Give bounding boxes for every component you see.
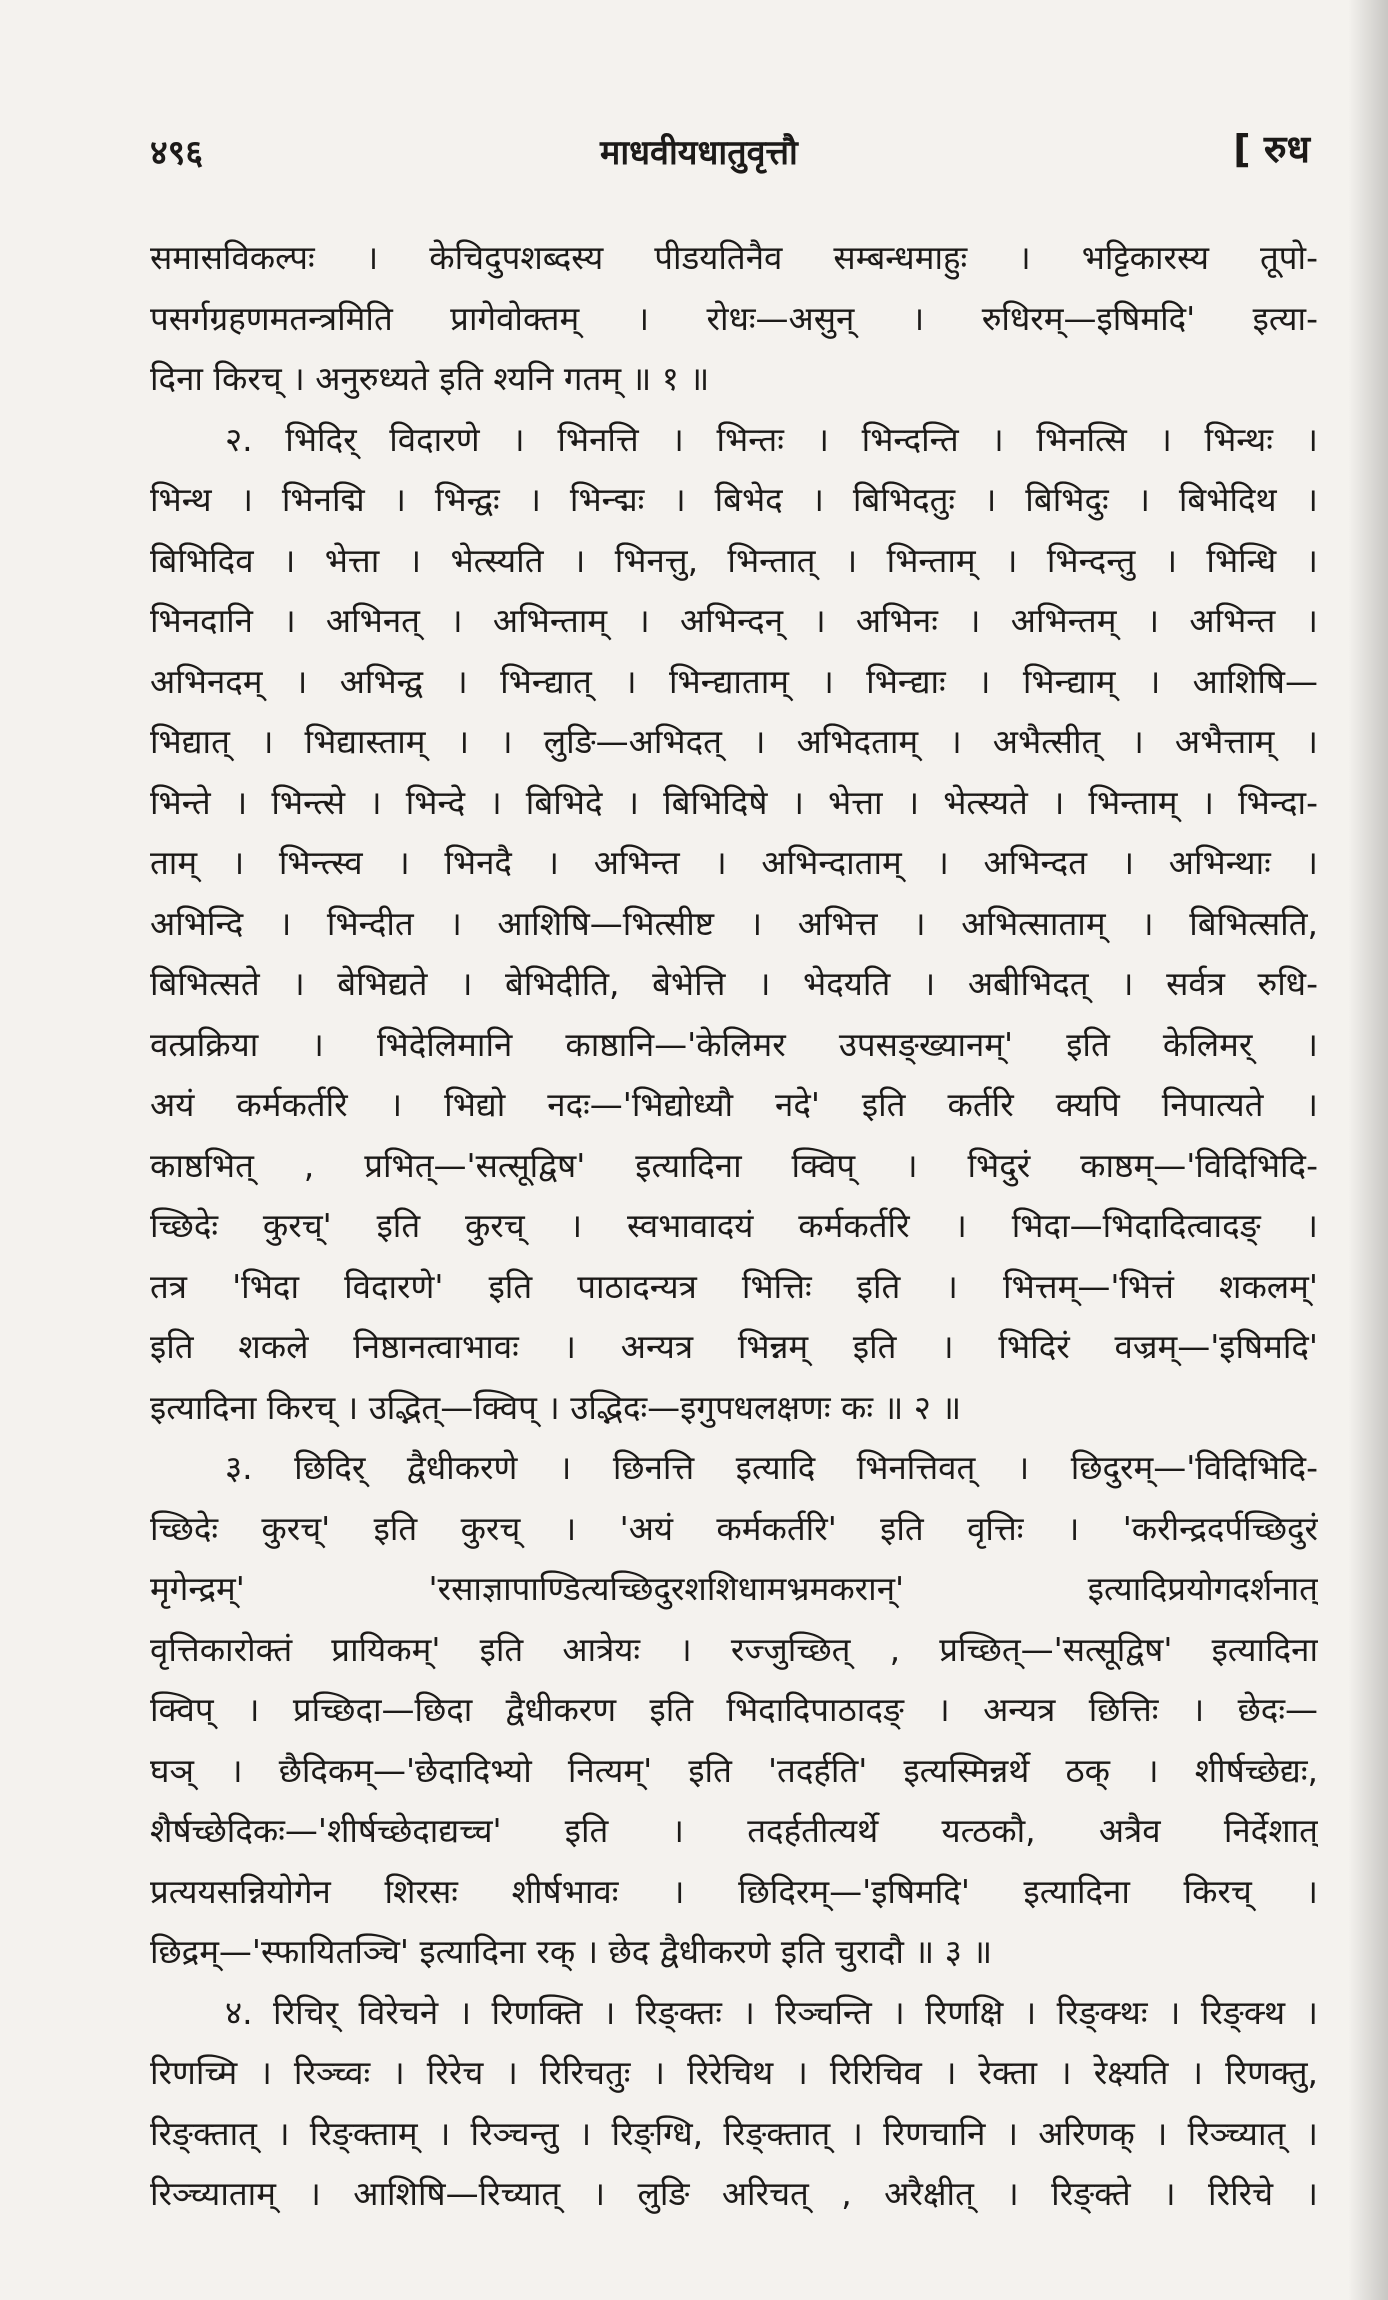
text-line: बिभित्सते । बेभिद्यते । बेभिदीति, बेभेत्ति । भेदयति । अबीभिदत् । सर्वत्र रुधि-	[150, 964, 1318, 1003]
page-edge-shadow	[1348, 0, 1388, 2300]
text-line: बिभिदिव । भेत्ता । भेत्स्यति । भिनत्तु, भिन्तात् । भिन्ताम् । भिन्दन्तु । भिन्धि ।	[150, 540, 1318, 580]
text-line: च्छिदेः कुरच्' इति कुरच् । स्वभावादयं कर्मकर्तरि । भिदा—भिदादित्वादङ् ।	[150, 1206, 1318, 1245]
text-line: छिद्रम्—'स्फायितञ्चि' इत्यादिना रक् । छेद द्वैधीकरणे इति चुरादौ ॥ ३ ॥	[150, 1932, 993, 1971]
running-section-marker: [ रुध	[1233, 127, 1310, 171]
text-line: भिनदानि । अभिनत् । अभिन्ताम् । अभिन्दन् । अभिनः । अभिन्तम् । अभिन्त ।	[150, 601, 1318, 640]
text-line: क्विप् । प्रच्छिदा—छिदा द्वैधीकरण इति भिदादिपाठादङ् । अन्यत्र छित्तिः । छेदः—	[150, 1690, 1318, 1729]
text-line: समासविकल्पः । केचिदुपशब्दस्य पीडयतिनैव सम्बन्धमाहुः । भट्टिकारस्य तूपो-	[150, 238, 1318, 277]
text-line: दिना किरच् । अनुरुध्यते इति श्यनि गतम् ॥ १ ॥	[150, 359, 710, 398]
page-number: ४९६	[150, 133, 204, 173]
text-line: वृत्तिकारोक्तं प्रायिकम्' इति आत्रेयः । रज्जुच्छित् , प्रच्छित्—'सत्सूद्विष' इत्यादिना	[150, 1629, 1318, 1669]
text-line: भिन्थ । भिनद्मि । भिन्द्वः । भिन्द्मः । बिभेद । बिभिदतुः । बिभिदुः । बिभेदिथ ।	[150, 480, 1318, 519]
text-line: अभिनदम् । अभिन्द्व । भिन्द्यात् । भिन्द्याताम् । भिन्द्याः । भिन्द्याम् । आशिषि—	[150, 661, 1318, 701]
text-line: इत्यादिना किरच् । उद्भित्—क्विप् । उद्भिदः—इगुपधलक्षणः कः ॥ २ ॥	[150, 1387, 962, 1427]
text-line: ४. रिचिर् विरेचने । रिणक्ति । रिङ्क्तः । रिञ्चन्ति । रिणक्षि । रिङ्क्थः । रिङ्क्थ ।	[225, 1992, 1318, 2032]
text-line: घञ् । छैदिकम्—'छेदादिभ्यो नित्यम्' इति 'तदर्हति' इत्यस्मिन्नर्थे ठक् । शीर्षच्छेद्यः,	[150, 1750, 1318, 1790]
text-line: भिद्यात् । भिद्यास्ताम् । । लुङि—अभिदत् । अभिदताम् । अभैत्सीत् । अभैत्ताम् ।	[150, 722, 1318, 761]
body-text	[150, 228, 1318, 2225]
text-line: वत्प्रक्रिया । भिदेलिमानि काष्ठानि—'केलिमर उपसङ्ख्यानम्' इति केलिमर् ।	[150, 1024, 1318, 1064]
text-line: अयं कर्मकर्तरि । भिद्यो नदः—'भिद्योध्यौ नदे' इति कर्तरि क्यपि निपात्यते ।	[150, 1085, 1318, 1124]
text-line: मृगेन्द्रम्' 'रसाज्ञापाण्डित्यच्छिदुरशशिधामभ्रमकरान्' इत्यादिप्रयोगदर्शनात्	[150, 1569, 1318, 1608]
text-line: भिन्ते । भिन्त्से । भिन्दे । बिभिदे । बिभिदिषे । भेत्ता । भेत्स्यते । भिन्ताम् । भिन्दा-	[150, 782, 1318, 822]
text-line: रिङ्क्तात् । रिङ्क्ताम् । रिञ्चन्तु । रिङ्ग्धि, रिङ्क्तात् । रिणचानि । अरिणक् । रिञ्च्यात् ।	[150, 2113, 1318, 2153]
text-line: ३. छिदिर् द्वैधीकरणे । छिनत्ति इत्यादि भिनत्तिवत् । छिदुरम्—'विदिभिदि-	[225, 1448, 1318, 1487]
text-line: तत्र 'भिदा विदारणे' इति पाठादन्यत्र भित्तिः इति । भित्तम्—'भित्तं शकलम्'	[150, 1266, 1318, 1306]
text-line: ताम् । भिन्त्स्व । भिनदै । अभिन्त । अभिन्दाताम् । अभिन्दत । अभिन्थाः ।	[150, 843, 1318, 882]
text-line: रिणच्मि । रिञ्च्वः । रिरेच । रिरिचतुः । रिरेचिथ । रिरिचिव । रेक्ता । रेक्ष्यति । रिणक्तु,	[150, 2053, 1318, 2092]
text-line: शैर्षच्छेदिकः—'शीर्षच्छेदाद्यच्च' इति । तदर्हतीत्यर्थे यत्ठकौ, अत्रैव निर्देशात्	[150, 1811, 1318, 1850]
text-line: पसर्गग्रहणमतन्त्रमिति प्रागेवोक्तम् । रोधः—असुन् । रुधिरम्—इषिमदि' इत्या-	[150, 298, 1318, 338]
running-head	[150, 128, 1350, 188]
running-title: माधवीयधातुवृत्तौ	[600, 133, 798, 173]
text-line: प्रत्ययसन्नियोगेन शिरसः शीर्षभावः । छिदिरम्—'इषिमदि' इत्यादिना किरच् ।	[150, 1871, 1318, 1911]
text-line: च्छिदेः कुरच्' इति कुरच् । 'अयं कर्मकर्तरि' इति वृत्तिः । 'करीन्द्रदर्पच्छिदुरं	[150, 1508, 1318, 1548]
text-line: २. भिदिर् विदारणे । भिनत्ति । भिन्तः । भिन्दन्ति । भिनत्सि । भिन्थः ।	[225, 419, 1318, 459]
text-line: काष्ठभित् , प्रभित्—'सत्सूद्विष' इत्यादिना क्विप् । भिदुरं काष्ठम्—'विदिभिदि-	[150, 1145, 1318, 1185]
text-line: रिञ्च्याताम् । आशिषि—रिच्यात् । लुङि अरिचत् , अरैक्षीत् । रिङ्क्ते । रिरिचे ।	[150, 2174, 1318, 2213]
text-line: इति शकले निष्ठानत्वाभावः । अन्यत्र भिन्नम् इति । भिदिरं वज्रम्—'इषिमदि'	[150, 1327, 1318, 1366]
text-line: अभिन्दि । भिन्दीत । आशिषि—भित्सीष्ट । अभित्त । अभित्साताम् । बिभित्सति,	[150, 903, 1318, 943]
